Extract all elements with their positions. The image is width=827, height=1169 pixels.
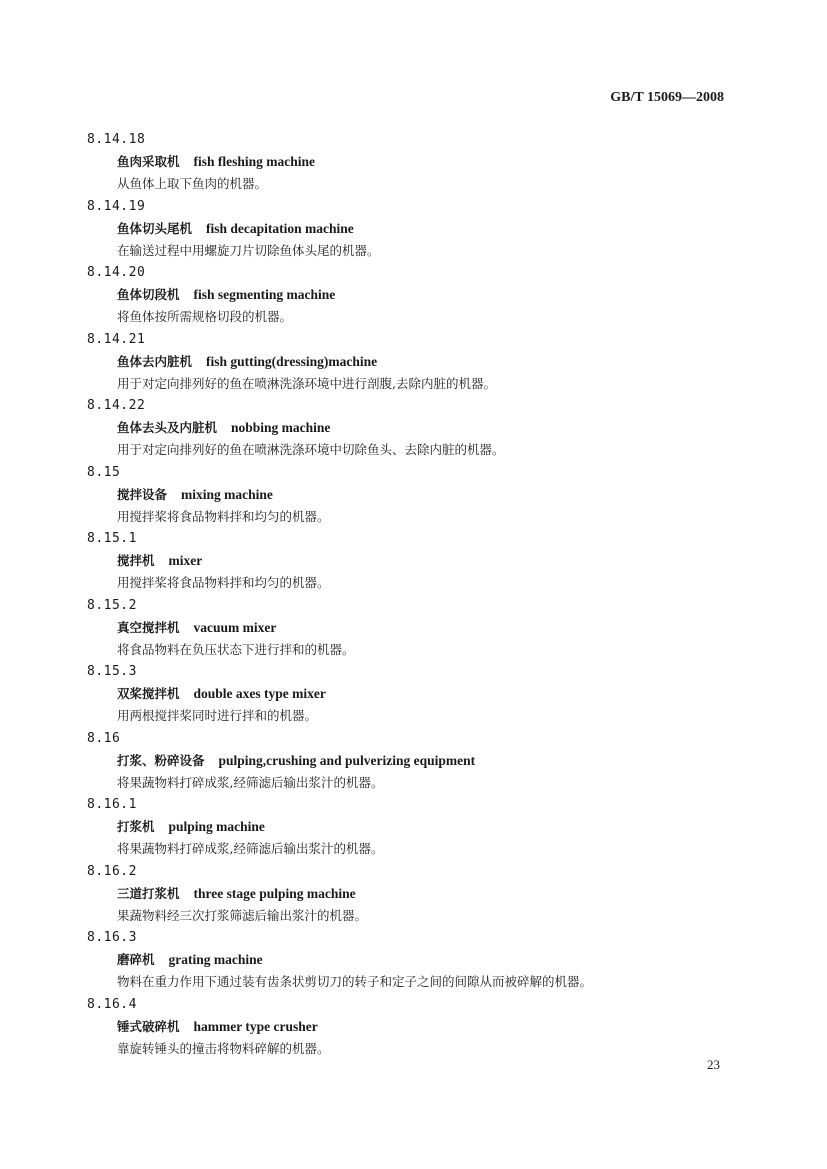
term-cn: 鱼体去内脏机	[117, 353, 193, 369]
term-en: hammer type crusher	[193, 1018, 318, 1034]
term-entry	[0, 661, 827, 728]
term-definition: 用搅拌桨将食品物料拌和均匀的机器。	[117, 508, 330, 524]
term-en: pulping,crushing and pulverizing equipment	[218, 752, 476, 768]
term-entry	[0, 462, 827, 529]
term-definition: 用于对定向排列好的鱼在喷淋洗涤环境中切除鱼头、去除内脏的机器。	[117, 442, 505, 457]
term-definition: 靠旋转锤头的撞击将物料碎解的机器。	[117, 1040, 330, 1056]
term-entry	[0, 329, 827, 396]
term-cn: 打浆、粉碎设备	[117, 752, 205, 768]
term-heading	[117, 550, 202, 572]
entry-number: 8.16.4	[87, 996, 137, 1012]
term-entry	[0, 129, 827, 196]
entry-number: 8.16	[87, 730, 121, 746]
entry-number: 8.14.18	[87, 132, 146, 147]
entry-number: 8.14.20	[87, 265, 146, 280]
term-entry	[0, 196, 827, 263]
term-entry	[0, 927, 827, 994]
term-cn: 鱼体切段机	[117, 287, 180, 302]
term-cn: 三道打浆机	[117, 885, 180, 901]
page-number: 23	[707, 1057, 720, 1072]
term-entry	[0, 262, 827, 329]
term-cn: 搅拌设备	[117, 486, 168, 502]
term-heading	[117, 883, 356, 905]
term-cn: 磨碎机	[117, 952, 155, 967]
term-en: double axes type mixer	[193, 686, 326, 701]
term-entry	[0, 528, 827, 595]
term-cn: 鱼肉采取机	[117, 154, 180, 169]
term-en: mixing machine	[181, 486, 273, 502]
term-heading	[117, 351, 377, 373]
term-cn: 搅拌机	[117, 553, 155, 568]
term-en: fish decapitation machine	[206, 220, 354, 236]
term-definition: 在输送过程中用螺旋刀片切除鱼体头尾的机器。	[117, 242, 380, 258]
term-definition: 用两根搅拌桨同时进行拌和的机器。	[117, 708, 318, 723]
term-cn: 真空搅拌机	[117, 619, 180, 635]
term-en: fish segmenting machine	[193, 287, 336, 302]
entry-number: 8.15	[87, 464, 121, 480]
term-heading	[117, 750, 475, 772]
term-entry	[0, 595, 827, 662]
term-en: fish gutting(dressing)machine	[206, 353, 378, 369]
term-definition: 物料在重力作用下通过装有齿条状剪切刀的转子和定子之间的间隙从而被碎解的机器。	[117, 974, 593, 989]
term-heading	[117, 683, 326, 705]
term-heading	[117, 949, 263, 971]
entry-number: 8.15.3	[87, 664, 137, 679]
term-en: nobbing machine	[231, 420, 331, 435]
term-heading	[117, 1016, 318, 1038]
term-cn: 鱼体切头尾机	[117, 220, 193, 236]
entry-number: 8.16.2	[87, 863, 137, 879]
entry-number: 8.14.21	[87, 331, 146, 347]
term-cn: 打浆机	[117, 819, 155, 834]
entry-number: 8.16.3	[87, 930, 137, 945]
term-en: grating machine	[168, 952, 263, 967]
term-entry	[0, 994, 827, 1061]
term-heading	[117, 816, 265, 838]
term-definition: 将果蔬物料打碎成浆,经筛滤后输出浆汁的机器。	[117, 841, 384, 856]
standard-code: GB/T 15069—2008	[610, 90, 724, 105]
term-en: fish fleshing machine	[193, 154, 316, 169]
term-cn: 双桨搅拌机	[117, 686, 180, 701]
entry-number: 8.15.2	[87, 597, 137, 613]
term-definition: 果蔬物料经三次打浆筛滤后输出浆汁的机器。	[117, 907, 368, 923]
term-definition: 从鱼体上取下鱼肉的机器。	[117, 176, 268, 191]
term-en: pulping machine	[168, 819, 265, 834]
term-entry	[0, 395, 827, 462]
term-heading	[117, 417, 330, 439]
term-heading	[117, 617, 276, 639]
term-heading	[117, 218, 354, 240]
term-entries	[0, 129, 827, 1060]
term-definition: 用搅拌桨将食品物料拌和均匀的机器。	[117, 575, 330, 590]
term-definition: 将食品物料在负压状态下进行拌和的机器。	[117, 641, 355, 657]
term-entry	[0, 861, 827, 928]
entry-number: 8.14.19	[87, 198, 146, 214]
term-en: mixer	[168, 553, 203, 568]
term-heading	[117, 284, 335, 306]
term-definition: 用于对定向排列好的鱼在喷淋洗涤环境中进行剖腹,去除内脏的机器。	[117, 375, 496, 391]
term-cn: 鱼体去头及内脏机	[117, 420, 218, 435]
term-cn: 锤式破碎机	[117, 1018, 180, 1034]
term-definition: 将果蔬物料打碎成浆,经筛滤后输出浆汁的机器。	[117, 774, 384, 790]
term-entry	[0, 728, 827, 795]
entry-number: 8.14.22	[87, 398, 146, 413]
entry-number: 8.16.1	[87, 797, 137, 812]
term-heading	[117, 151, 315, 173]
entry-number: 8.15.1	[87, 531, 137, 546]
term-en: vacuum mixer	[193, 619, 277, 635]
term-definition: 将鱼体按所需规格切段的机器。	[117, 309, 293, 324]
term-en: three stage pulping machine	[193, 885, 356, 901]
term-heading	[117, 484, 273, 506]
term-entry	[0, 794, 827, 861]
